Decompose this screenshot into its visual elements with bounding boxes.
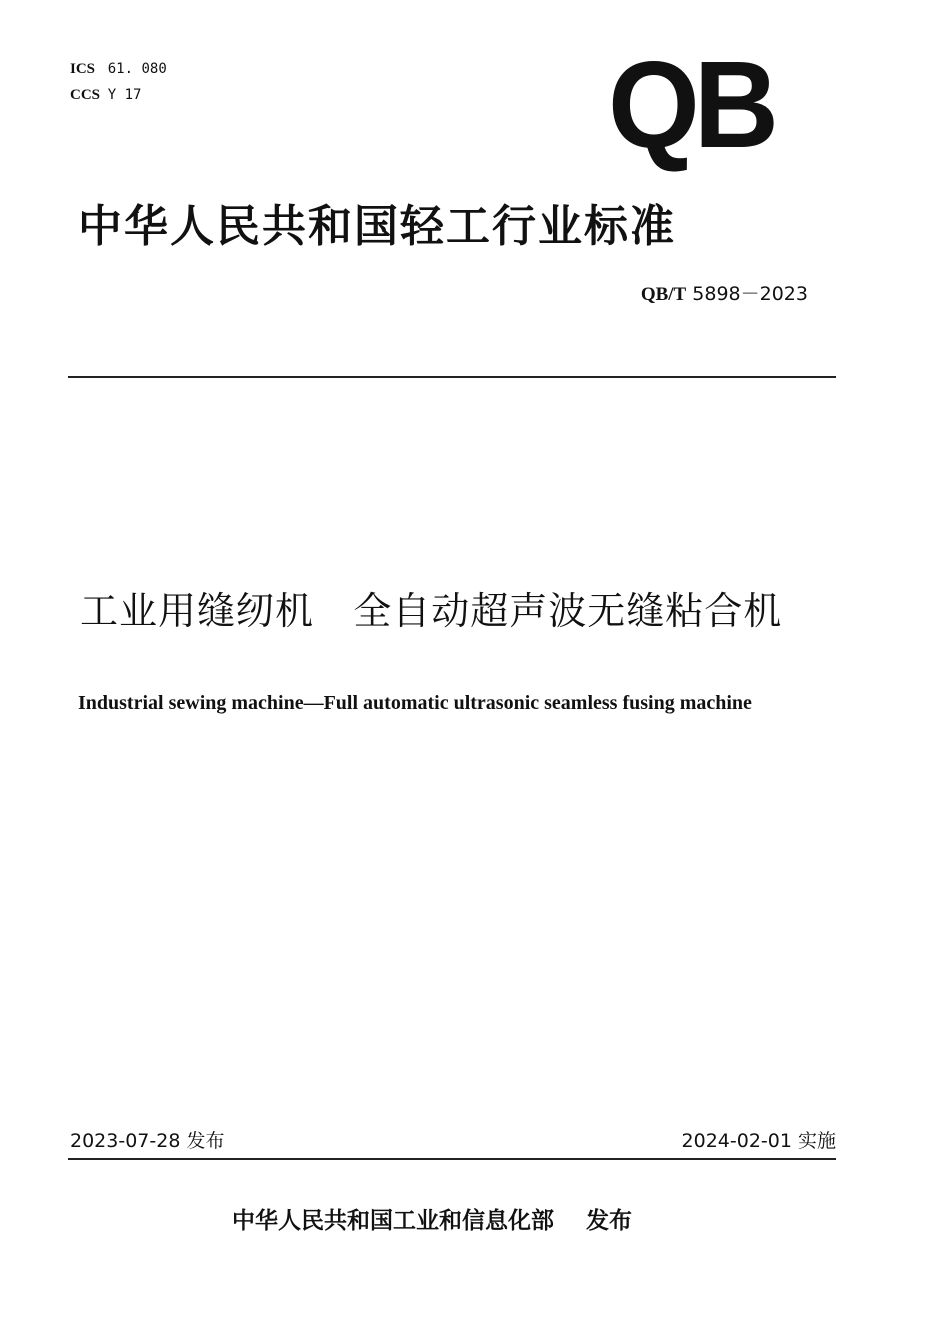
qb-logo: QB <box>608 35 773 175</box>
standard-type-title: 中华人民共和国轻工行业标准 <box>78 201 676 252</box>
issue-date: 2023-07-28 发布 <box>70 1130 225 1152</box>
ccs-code <box>70 82 167 108</box>
ics-value: 61. 080 <box>107 61 167 77</box>
document-title-english: Industrial sewing machine—Full automatic ultrasonic seamless fusing machine <box>78 692 752 714</box>
ccs-value: Y 17 <box>107 87 142 103</box>
bottom-divider <box>68 1158 836 1160</box>
ics-label: ICS <box>70 61 96 77</box>
classification-codes <box>70 56 167 108</box>
publisher: 中华人民共和国工业和信息化部 发布 <box>232 1208 633 1234</box>
standard-number <box>641 279 808 306</box>
ics-code <box>70 56 167 82</box>
standard-number-prefix: QB/T <box>640 284 687 305</box>
document-title-chinese: 工业用缝纫机 全自动超声波无缝粘合机 <box>80 589 783 633</box>
top-divider <box>68 376 836 378</box>
implementation-date: 2024-02-01 实施 <box>681 1130 836 1152</box>
standard-number-value: 5898－2023 <box>692 283 808 305</box>
ccs-label: CCS <box>70 87 101 103</box>
